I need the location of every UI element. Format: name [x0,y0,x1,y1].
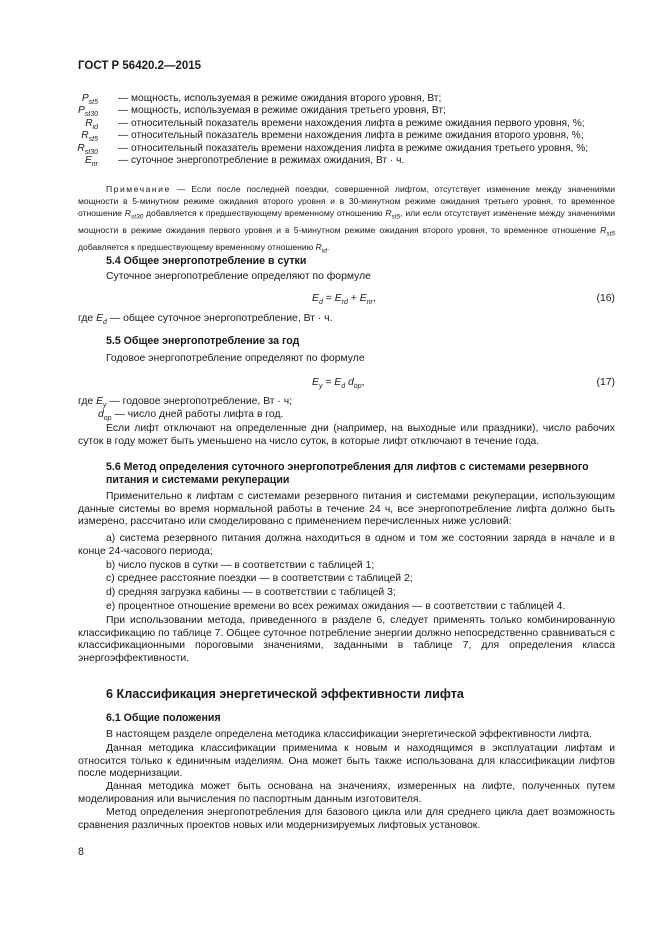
definition-list [78,93,618,167]
definition-symbol: $R_{st5}$ [81,130,98,144]
paragraph-6-1: В настоящем разделе определена методика классификации энергетической эффективности лифта. [106,729,592,740]
equation-number-16: (16) [596,293,615,304]
equation-number-17: (17) [596,377,615,388]
paragraph-6-2: Данная методика классификации применима к новым и находящимся в эксплуатации лифтам и относится только к единичным изделиям. Она может быть также использована для классификации лифтов после модернизации. [78,743,615,779]
definition-text: — мощность, используемая в режиме ожидания второго уровня, Вт; [118,93,442,104]
list-item: e) процентное отношение времени во всех режимах ожидания — в соответствии с таблицей 4. [106,601,566,612]
list-item: b) число пусков в сутки — в соответствии с таблицей 1; [106,560,375,571]
list-item: а) система резервного питания должна находиться в одном и том же состоянии заряда в начале и в конце 24-часового периода; [78,533,615,557]
definition-symbol: $P_{st5}$ [81,93,98,107]
section-heading-5-4: 5.4 Общее энергопотребление в сутки [106,255,307,267]
paragraph-5-6-method: При использовании метода, приведенного в разделе 6, следует применять только комбинированную классификацию по таблице 7. Общее суточное потребление энергии должно непосредственно сравниваться с классификационными пороговыми значениями, заданными в таблице 7, для определения класса энергоэффективности. [78,615,615,664]
intro-5-5: Годовое энергопотребление определяют по формуле [106,353,365,364]
definition-symbol: $P_{st30}$ [77,105,98,119]
chapter-heading-6: 6 Классификация энергетической эффективности лифта [106,687,464,701]
where-clause-5-5: где $E_y$ — годовое энергопотребление, Вт · ч; [78,396,293,410]
definition-text: — относительный показатель времени нахождения лифта в режиме ожидания второго уровня, %; [118,130,584,142]
page-number: 8 [78,846,84,858]
definition-item [78,105,618,117]
intro-5-4: Суточное энергопотребление определяют по формуле [106,271,371,282]
definition-text: — относительный показатель времени нахождения лифта в режиме ожидания третьего уровня, %; [118,142,589,154]
definition-text: — суточное энергопотребление в режимах ожидания, Вт · ч. [118,154,405,166]
definition-symbol: $R_{id}$ [85,117,98,131]
note-paragraph: Примечание — Если после последней поездки, совершенной лифтом, отсутствует изменение между значениями мощности в 5-минутном режиме ожидания второго уровня и в 30-минутном режиме ожидания третьего уровня, то временное отношение $R_{st30}$ добавляется к предшествующему временному отношению $R_{st5}$, или если отсутствует изменение между значениями мощности в режиме ожидания первого уровня и в 5-минутном режиме ожидания второго уровня, то временное отношение $R_{st5}$ добавляется к предшествующему временному отношению $R_{id}$. [78,184,615,255]
definition-symbol: $R_{st30}$ [77,142,98,156]
formula-17: $E_y = E_d$ $d_{op}$, [312,377,365,391]
list-item: c) среднее расстояние поездки — в соответствии с таблицей 2; [106,573,413,584]
definition-symbol: $E_{nr}$ [84,154,98,168]
paragraph-5-6-intro: Применительно к лифтам с системами резервного питания и системами рекуперации, использующим данные системы во время нормальной работы в течение 24 ч, все энергопотребление лифта должно быть измерено, рассчитано или смоделировано с применением перечисленных ниже условий: [78,491,615,527]
section-heading-5-5: 5.5 Общее энергопотребление за год [106,335,300,347]
paragraph-6-4: Метод определения энергопотребления для базового цикла или для среднего цикла дает возможность сравнения различных проектов новых или модернизируемых лифтовых установок. [78,807,615,831]
definition-item [78,93,618,105]
section-heading-6-1: 6.1 Общие положения [106,712,221,724]
paragraph-6-3: Данная методика может быть основана на значениях, измеренных на лифте, полученных путем моделирования или вычисления по паспортным данным изготовителя. [78,781,615,805]
definition-item [78,130,618,142]
paragraph-5-5: Если лифт отключают на определенные дни (например, на выходные или праздники), число рабочих суток в году может быть уменьшено на число суток, в которые лифт отключают в течение года. [78,423,615,447]
where-clause-5-5-days: $d_{op}$ — число дней работы лифта в год. [98,409,284,423]
section-heading-5-6: 5.6 Метод определения суточного энергопотребления для лифтов с системами резервного питания и системами рекуперации [106,461,589,486]
list-item: d) средняя загрузка кабины — в соответствии с таблицей 3; [106,587,396,598]
definition-item [78,143,618,155]
document-header: ГОСТ Р 56420.2—2015 [78,60,202,72]
definition-item [78,118,618,130]
definition-item [78,155,618,167]
where-clause-5-4: где $E_d$ — общее суточное энергопотребление, Вт · ч. [78,313,333,327]
note-label: Примечание [106,184,171,194]
formula-16: $E_d = E_{rd} + E_{nr}$, [312,293,376,307]
definition-text: — относительный показатель времени нахождения лифта в режиме ожидания первого уровня, %; [118,117,585,129]
definition-text: — мощность, используемая в режиме ожидания третьего уровня, Вт; [118,105,446,117]
